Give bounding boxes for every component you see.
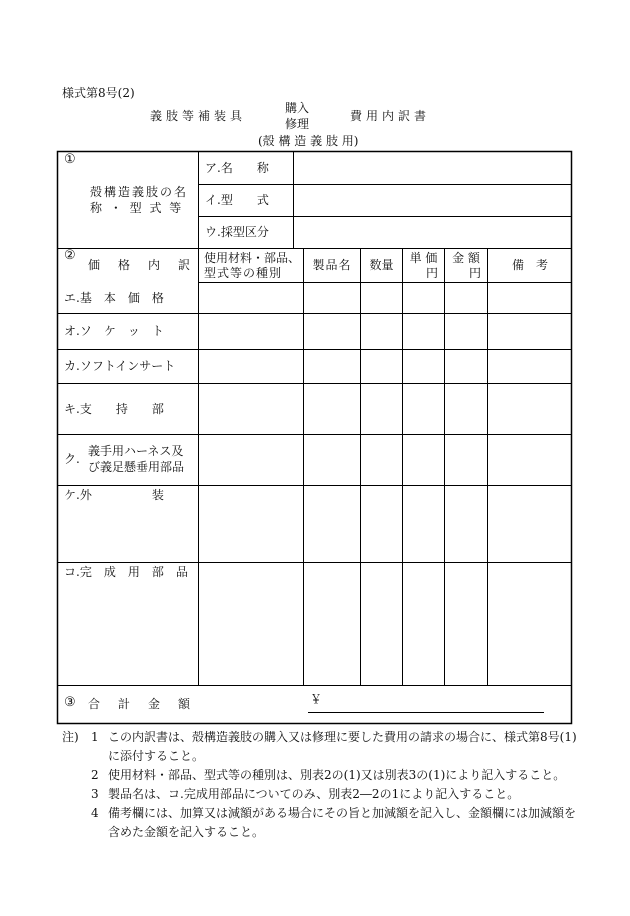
row-finished-parts: コ.完 成 用 部 品 xyxy=(64,565,188,579)
title-repair: 修理 xyxy=(285,117,310,131)
col-remarks: 備 考 xyxy=(511,258,548,272)
section1-label-line2: 称 ・ 型 式 等 xyxy=(90,201,184,215)
title-right: 費用内訳書 xyxy=(350,109,431,123)
row-harness-line1: 義手用ハーネス及 xyxy=(88,444,184,458)
note-4-line2: 含めた金額を記入すること。 xyxy=(108,825,265,839)
col-unit-price: 単 価 xyxy=(409,251,438,265)
title-purchase: 購入 xyxy=(285,101,310,115)
notes-prefix: 注) xyxy=(62,730,79,744)
row-support: キ.支 持 部 xyxy=(64,402,164,416)
item-name: ア.名 称 xyxy=(205,161,269,175)
col-product-name: 製品名 xyxy=(312,258,352,272)
row-soft-insert: カ.ソフトインサート xyxy=(64,359,176,373)
row-harness-line2: び義足懸垂用部品 xyxy=(88,460,185,474)
col-amount: 金 額 xyxy=(452,251,480,265)
note-4-line1: 備考欄には、加算又は減額がある場合にその旨と加減額を記入し、金額欄には加減額を xyxy=(108,806,577,820)
col-materials-line2: 型式等の種別 xyxy=(204,266,283,280)
col-quantity: 数量 xyxy=(369,258,394,272)
section1-label-line1: 殻構造義肢の名 xyxy=(90,185,189,199)
note-1-line2: に添付すること。 xyxy=(108,749,205,763)
section1-number: ① xyxy=(64,152,76,167)
section2-heading: 価 格 内 訳 xyxy=(88,258,194,272)
note-4-num: 4 xyxy=(91,806,99,820)
note-2-num: 2 xyxy=(91,768,99,782)
section2-number: ② xyxy=(64,248,76,263)
note-1-line1: この内訳書は、殻構造義肢の購入又は修理に要した費用の請求の場合に、様式第8号(1) xyxy=(108,730,577,744)
col-unit-price-yen: 円 xyxy=(426,266,439,280)
row-harness-prefix: ク. xyxy=(64,452,80,466)
subtitle: (殻 構 造 義 肢 用) xyxy=(258,134,359,148)
total-underline xyxy=(308,712,544,713)
note-3-line1: 製品名は、コ.完成用部品についてのみ、別表2―2の1により記入すること。 xyxy=(108,787,520,801)
total-currency: ￥ xyxy=(310,692,323,706)
title-left: 義肢等補装具 xyxy=(150,109,247,123)
item-model: イ.型 式 xyxy=(205,193,269,207)
row-exterior: ケ.外 装 xyxy=(64,488,164,502)
section3-label: 合 計 金 額 xyxy=(88,697,194,711)
col-materials-line1: 使用材料・部品、 xyxy=(204,251,301,265)
row-basic-price: エ.基 本 価 格 xyxy=(64,291,164,305)
col-amount-yen: 円 xyxy=(469,266,482,280)
item-mold-type: ウ.採型区分 xyxy=(205,225,269,239)
note-3-num: 3 xyxy=(91,787,99,801)
note-1-num: 1 xyxy=(91,730,99,744)
note-2-line1: 使用材料・部品、型式等の種別は、別表2の(1)又は別表3の(1)により記入すること。 xyxy=(108,768,566,782)
section3-number: ③ xyxy=(64,695,76,710)
row-socket: オ.ソ ケ ッ ト xyxy=(64,324,164,338)
form-number: 様式第8号(2) xyxy=(62,86,135,100)
